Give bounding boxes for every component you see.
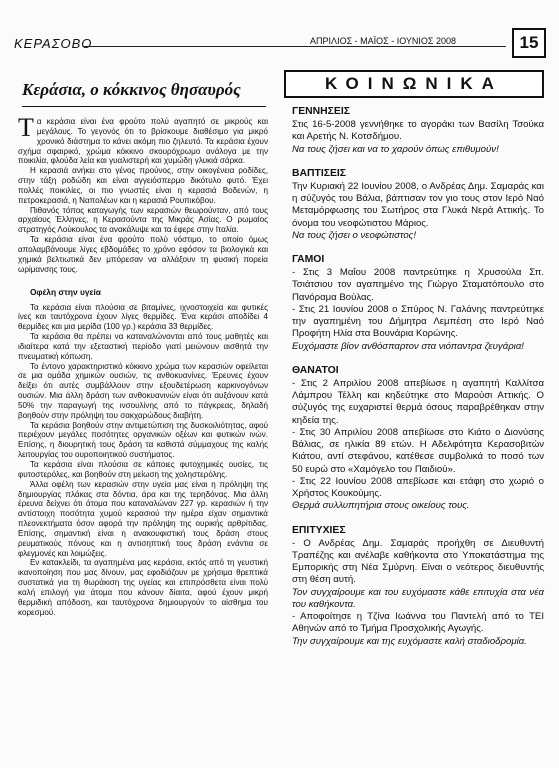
weddings-heading: ΓΑΜΟΙ [292,254,325,265]
births-heading: ΓΕΝΝΗΣΕΙΣ [292,106,350,117]
deaths-heading: ΘΑΝΑΤΟΙ [292,364,339,376]
social-wish: Την συγχαίρουμε και της ευχόμαστε καλή σταδιοδρομία. [292,635,527,647]
social-entry: - Στις 30 Απριλίου 2008 απεβίωσε στο Κιάτο ο Διονύσης Βάλιας, σε ηλικία 89 ετών. Η Αδελφότητα Κερασοβιτών Κιάτου, αντί στεφάνου, κατέθεσε συμβολικά το ποσό των 50 ευρώ στο «Χαμόγελο του Παιδιού». [292,426,544,475]
social-wish: Θερμά συλλυπητήρια στους οικείους τους. [292,500,470,512]
health-paragraph: Τα κεράσια θα πρέπει να καταναλώνονται από τους μαθητές και ιδιαίτερα κατά την εξεταστική περίοδο γιατί μειώνουν αισθητά την πνευματική κόπωση. [18,332,268,361]
health-paragraph: Τα κεράσια είναι πλούσια σε βιταμίνες, ιχνοστοιχεία και φυτικές ίνες και ταυτόχρονα έχουν λίγες θερμίδες. Ένα κεράσι αποδίδει 4 θερμίδες και μια μερίδα (100 γρ.) κεράσια 33 θερμίδες. [18,302,268,332]
header-rule [84,46,506,47]
social-entry: Στις 16-5-2008 γεννήθηκε το αγοράκι των Βασίλη Τσούκα και Αρετής Ν. Κοτσδήμου. [292,119,544,143]
social-entry: - Στις 22 Ιουνίου 2008 απεβίωσε και ετάφη στο χωριό ο Χρήστος Κουκούμης. [292,475,544,499]
article-paragraph: Πιθανός τόπος καταγωγής των κερασιών θεωρούνταν, από τους αρχαίους Έλληνες, η Κερασούντα της Μικράς Ασίας. Ο ρωμαίος στρατηγός Λούκουλος τα ανακάλυψε και τα έφερε στην Ιταλία. [18,205,268,235]
article-title [22,80,268,107]
health-paragraph: Άλλα οφέλη των κερασιών στην υγεία μας είναι η πρόληψη της δημιουργίας πλάκας στα δόντια, άρα και της τερηδόνας. Μια άλλη έρευνα δείχνει ότι άτομα που καταναλώναν 227 γρ. κερασιών ή την αντίστοιχη ποσότητα χυμού κερασιού την ημέρα είχαν σημαντικά πλεονεκτήματα όσον αφορά την πρόληψη της ουρικής αρθρίτιδας. Επίσης, σημαντική είναι η ανακουφιστική τους δράση στους ρευματικούς πόνους και η αντισηπτική τους δράση ενάντια σε φλεγμονές και λοιμώξεις. [18,479,268,558]
successes-heading: ΕΠΙΤΥΧΙΕΣ [292,524,346,536]
health-paragraph: Το έντονο χαρακτηριστικό κόκκινο χρώμα των κερασιών οφείλεται σε μια ομάδα χημικών ουσιών, τις ανθοκυανίνες. Έρευνες έχουν δείξει ότι αυτές συμβάλλουν στην εξουδετέρωση καρκινογόνων ουσιών. Μια άλλη δράση των ανθοκυανινών είναι ότι αυξάνουν κατά 50% την παραγωγή της ινσουλίνης από το πάγκρεας, δηλαδή βοηθούν στην πρόληψη του σακχαρώδους διαβήτη. [18,361,268,420]
title-underline [22,106,266,107]
social-wish: Να τους ζήσει ο νεοφώτιστος! [292,229,416,241]
social-entry: - Αποφοίτησε η Τζίνα Ιωάννα του Παντελή από το ΤΕΙ Αθηνών από το Τμήμα Προσχολικής Αγωγής. [292,611,544,635]
baptisms-heading: ΒΑΠΤΙΣΕΙΣ [292,167,347,179]
drop-cap: Τ [18,113,34,142]
article-subheading: Οφέλη στην υγεία [30,286,101,297]
social-entry: Την Κυριακή 22 Ιουνίου 2008, ο Ανδρέας Δημ. Σαμαράς και η σύζυγός του Βάλια, βάπτισαν τον γιο τους στον Ιερό Ναό Μεταμόρφωσης του Σωτήρος στα Γλυκά Νερά Αττικής. Το όνομα του νεοφώτιστου Μάριος. [292,180,544,229]
article-title-text: Κεράσια, ο κόκκινος θησαυρός [22,80,241,99]
social-wish: Τον συγχαίρουμε και του ευχόμαστε κάθε επιτυχία στα νέα του καθήκοντα. [292,586,544,610]
health-paragraph: Τα κεράσια είναι πλούσια σε κάποιες φυτοχημικές ουσίες, τις φυτοστερόλες, και βοηθούν στη μείωση της χοληστερόλης. [18,460,268,479]
article-paragraph: Τα κεράσια είναι ένα φρούτο πολύ αγαπητό σε μικρούς και μεγάλους. Το γεγονός ότι το βρίσκουμε διαθέσιμο για μικρό χρονικό διάστημα το κάνει ακόμη πιο ζηλευτό. Τα κεράσια έχουν σχήμα σφαιρικό, χρώμα κόκκινο σκουρόχρωμο ανάλογα με την ποικιλία, φλούδα λεία και γυαλιστερή και χυμώδη γλυκιά σάρκα. [18,113,268,166]
page-header [14,34,546,54]
social-column [284,70,544,648]
section-name: ΚΕΡΑΣΟΒΟ [14,36,93,51]
issue-date: ΑΠΡΙΛΙΟΣ - ΜΑΪΟΣ - ΙΟΥΝΙΟΣ 2008 [306,36,460,46]
social-entry: - Στις 3 Μαΐου 2008 παντρεύτηκε η Χρυσούλα Σπ. Τσιάτσιου τον αγαπημένο της Γιώργο Σταματόπουλο στο Πανόραμα Βούλας. [292,267,544,303]
social-wish: Ευχόμαστε βίον ανθόσπαρτον στα νιόπαντρα ζευγάρια! [292,340,524,352]
article-paragraph: Η κερασιά ανήκει στο γένος προύνος, στην οικογένεια ροδίδες, στην τάξη ροδώδη και είναι αγγειόσπερμο δικότυλο φυτό. Έχει πολλές ποικιλίες, οι πιο γνωστές είναι η κερασιά Βοδενών, η πετροκερασιά, η Ναπολέων και η κερασιά Ρουπικόβου. [18,166,268,205]
article-paragraph: Τα κεράσια είναι ένα φρούτο πολύ νόστιμο, το οποίο όμως απολαμβάνουμε λίγες εβδομάδες το χρόνο εφόσον τα βιολογικά και χημικά βελτιωτικά δεν μπόρεσαν να αλλάξουν τη φυσική πορεία ωρίμανσης τους. [18,235,268,274]
health-paragraph: Εν κατακλείδι, τα αγαπημένα μας κεράσια, εκτός από τη γευστική ικανοποίηση που μας δίνουν, μας εφοδιάζουν με χρήσιμα θρεπτικά συστατικά για τη θωράκιση της υγείας και επιπρόσθετα είναι πολύ καλή επιλογή για άτομα που κάνουν δίαιτα, αφού έχουν μικρή θερμιδική απόδοση, και ταυτόχρονα δημιουργούν το αίσθημα του κορεσμού. [18,558,268,617]
social-entry: - Στις 21 Ιουνίου 2008 ο Σπύρος Ν. Γαλάνης παντρεύτηκε την αγαπημένη του Δήμητρα Λεμπέση στο Ιερό Ναό Προφήτη Ηλία στα Βουνάρια Κορώνης. [292,303,544,340]
social-entry: - Ο Ανδρέας Δημ. Σαμαράς προήχθη σε Διευθυντή Τραπέζης και ανέλαβε καθήκοντα στο Υποκατάστημα της Εμπορικής στη Νέα Σμύρνη. Είναι ο νεότερος διευθυντής στη θέση αυτή. [292,537,544,586]
social-wish: Να τους ζήσει και να το χαρούν όπως επιθυμούν! [292,143,499,155]
social-entry: - Στις 2 Απριλίου 2008 απεβίωσε η αγαπητή Καλλίτσα Λάμπρου Τέλλη και κηδεύτηκε στο Μαρούσι Αττικής. Ο σύζυγός της ευχαριστεί θερμά όσους παραβρέθηκαν στην κηδεία της. [292,377,544,426]
page-number: 15 [512,28,546,58]
article-column [18,80,268,618]
social-banner: ΚΟΙΝΩΝΙΚΑ [284,70,544,98]
health-paragraph: Τα κεράσια βοηθούν στην αντιμετώπιση της δυσκοιλιότητας, αφού περιέχουν μεγάλες ποσότητες οργανικών οξέων και φυτικών ινών. Επίσης, η διουρητική τους δράση τα καθιστά σύμμαχους της καλής λειτουργίας του ουροποιητικού συστήματος. [18,420,268,460]
